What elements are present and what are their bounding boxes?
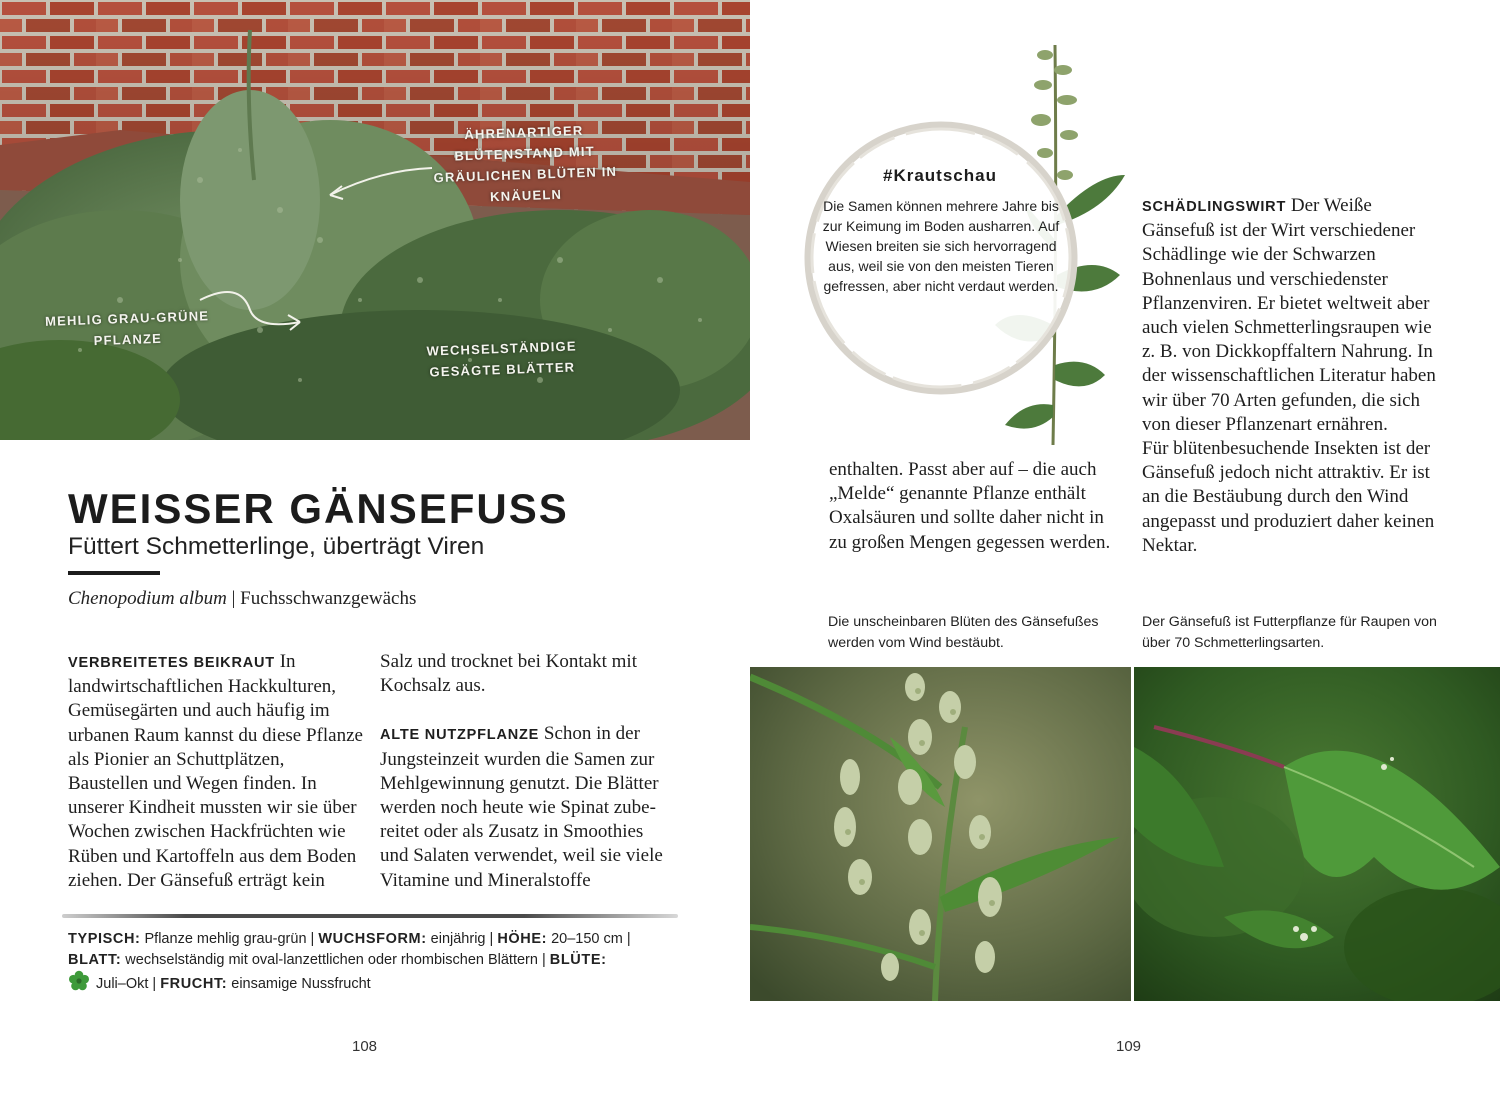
paragraph-weed: In landwirtschaftlichen Hackkulturen, Gemüsegärten und auch häufig im urbanen Raum kannst du diese Pflanze als Pionier an Schuttplätzen, Baustellen und Wegen finden. In unserer Kindheit mussten wir sie über Wochen zwischen Hackfrüchten wie Rüben und Kartoffeln aus dem Boden ziehen. Der Gänsefuß erträgt kein bbox=[68, 651, 363, 891]
paragraph-oxalic: enthalten. Passt aber auf – die auch „Melde“ genannte Pflanze enthält Oxalsäuren und sollte daher nicht in zu großen Mengen gegessen werden. bbox=[829, 459, 1111, 553]
taxonomy-line bbox=[68, 588, 416, 610]
paragraph-pollination: Für blütenbesuchende Insekten ist der Gänsefuß jedoch nicht attraktiv. Er ist an die Bestäubung durch den Wind angepasst und produziert daher keinen Nektar. bbox=[1142, 438, 1435, 556]
divider bbox=[62, 914, 678, 918]
fact-label-typical: TYPISCH: bbox=[68, 931, 141, 947]
plant-family: | Fuchsschwanzgewächs bbox=[226, 588, 417, 609]
infobox-text: Die Samen können mehrere Jahre bis zur Keimung im Boden ausharren. Auf Wiesen breiten sie sich hervorragend aus, weil sie von den meisten Tieren gefressen, aber nicht verdaut werden. bbox=[822, 198, 1060, 295]
annotation-leaves: WECHSELSTÄNDIGE GESÄGTE BLÄTTER bbox=[426, 338, 577, 380]
fact-value-height: 20–150 cm | bbox=[547, 931, 631, 947]
paragraph-pest-host-text: Der Weiße Gänsefuß ist der Wirt verschiedener Schädlinge wie der Schwarzen Bohnenlaus und verschiedenster Pflanzenviren. Er bietet weltweit aber auch vielen Schmetterlingsraupen wie z. B. von Dickkopffaltern Nahrung. In der wissenschaftlichen Literatur haben wir über 70 Arten gefunden, die sich von dieser Pflanzenart ernähren. bbox=[1142, 195, 1436, 435]
page-title: WEISSER GÄNSEFUSS bbox=[68, 485, 569, 532]
title-underline bbox=[68, 571, 160, 575]
lead-useful-plant: ALTE NUTZPFLANZE bbox=[380, 727, 540, 744]
body-column-right-1 bbox=[829, 458, 1119, 555]
infobox-title: #Krautschau bbox=[883, 166, 997, 185]
body-column-right-2 bbox=[1142, 194, 1442, 558]
plant-photo-wall bbox=[0, 0, 750, 440]
flower-spike-photo bbox=[750, 667, 1131, 1001]
fact-label-leaf: BLATT: bbox=[68, 951, 122, 968]
paragraph-salt: Salz und trocknet bei Kontakt mit Kochsalz aus. bbox=[380, 651, 637, 697]
green-flower-icon bbox=[68, 970, 90, 992]
paragraph-useful-plant bbox=[380, 722, 670, 892]
fact-value-typical: Pflanze mehlig grau-grün | bbox=[140, 931, 319, 947]
page-number-right: 109 bbox=[1116, 1038, 1142, 1055]
lead-pest-host: SCHÄDLINGSWIRT bbox=[1142, 199, 1287, 215]
paragraph-pest-host bbox=[1142, 194, 1442, 437]
fact-label-bloom: BLÜTE: bbox=[549, 951, 607, 968]
caption-leaf: Der Gänsefuß ist Futterpflanze für Raupen von über 70 Schmetterlingsarten. bbox=[1142, 614, 1437, 651]
fact-value-growth: einjährig | bbox=[426, 931, 498, 947]
annotation-plant-color: MEHLIG GRAU-GRÜNE PFLANZE bbox=[44, 308, 210, 349]
fact-label-height: HÖHE: bbox=[497, 931, 548, 947]
fact-value-fruit: einsamige Nussfrucht bbox=[227, 976, 371, 992]
leaf-photo bbox=[1134, 667, 1500, 1001]
fact-label-fruit: FRUCHT: bbox=[160, 976, 228, 992]
annotation-inflorescence: ÄHRENARTIGER BLÜTENSTAND MIT GRÄULICHEN BLÜTEN IN KNÄUELN bbox=[433, 122, 618, 205]
page-number-left: 108 bbox=[352, 1038, 378, 1055]
fact-value-bloom: Juli–Okt | bbox=[96, 976, 161, 992]
body-column-left bbox=[68, 650, 364, 893]
fact-value-leaf: wechselständig mit oval-lanzettlichen oder rhombischen Blättern | bbox=[121, 951, 550, 968]
fact-box bbox=[68, 929, 658, 995]
photo-leaf bbox=[1134, 667, 1500, 1001]
body-column-middle bbox=[380, 650, 670, 893]
paragraph-useful-plant-text: Schon in der Jungsteinzeit wurden die Samen zur Mehlgewinnung genutzt. Die Blätter werden noch heute wie Spinat zubereitet oder als Zusatz in Smoothies und Salaten verwendet, weil sie viele Vitamine und Mineralstoffe bbox=[380, 723, 663, 891]
lead-weed: VERBREITETES BEIKRAUT bbox=[68, 655, 275, 671]
photo-flowers bbox=[750, 667, 1131, 1001]
latin-name: Chenopodium album bbox=[68, 588, 227, 609]
page-subtitle: Füttert Schmetterlinge, überträgt Viren bbox=[68, 533, 485, 560]
brick-wall-photo bbox=[0, 0, 750, 440]
caption-flowers: Die unscheinbaren Blüten des Gänsefußes werden vom Wind bestäubt. bbox=[828, 614, 1099, 651]
fact-label-growth: WUCHSFORM: bbox=[318, 931, 427, 947]
